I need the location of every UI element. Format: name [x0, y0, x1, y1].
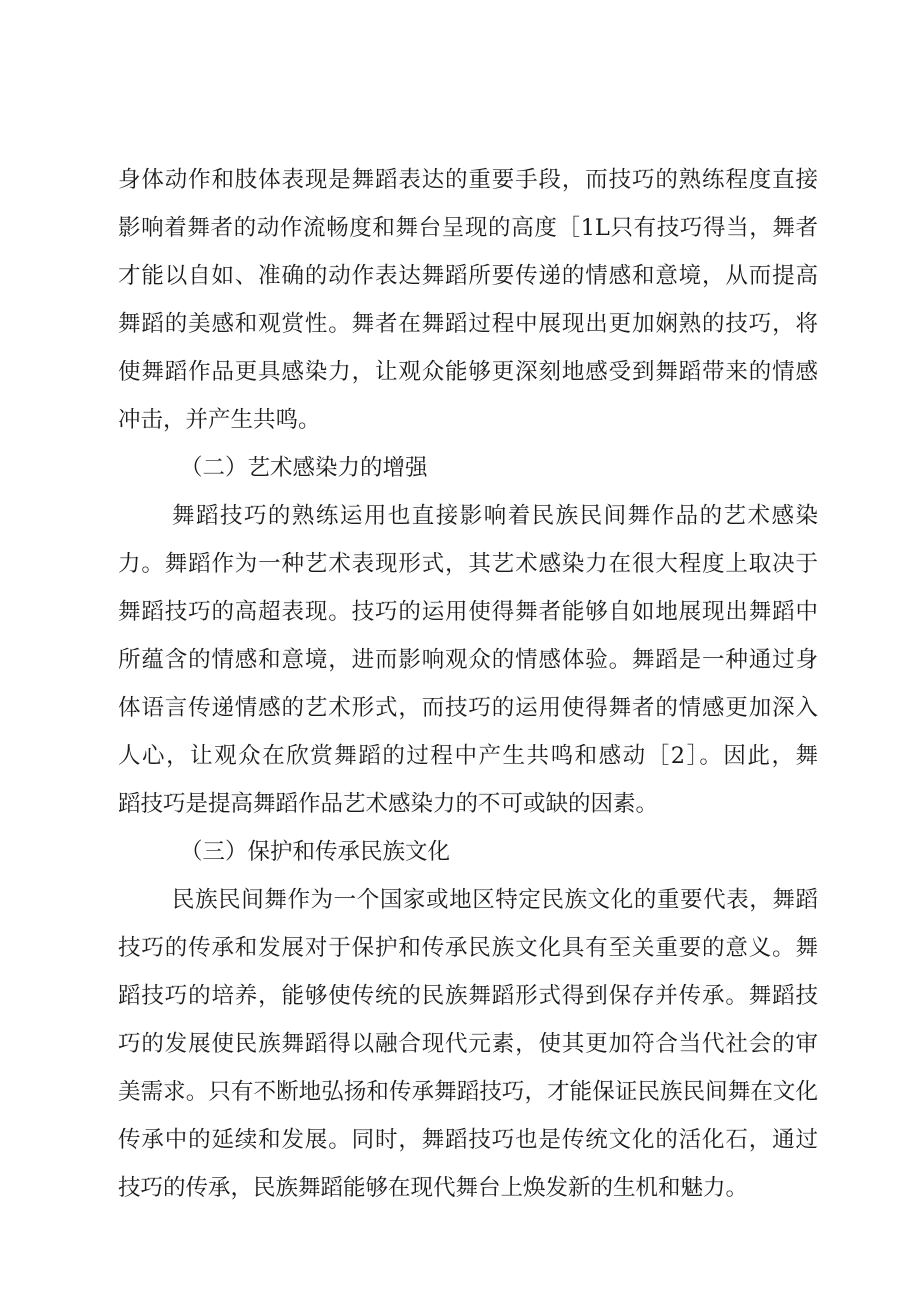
paragraph-line: 舞蹈的美感和观赏性。舞者在舞蹈过程中展现出更加娴熟的技巧，将	[118, 311, 818, 337]
section-heading-3: （三）保护和传承民族文化	[180, 839, 451, 865]
paragraph-line: 传承中的延续和发展。同时，舞蹈技巧也是传统文化的活化石，通过	[118, 1127, 818, 1153]
paragraph-line: 人心，让观众在欣赏舞蹈的过程中产生共鸣和感动［2］。因此，舞	[118, 743, 818, 769]
section-heading-2: （二）艺术感染力的增强	[180, 455, 428, 481]
paragraph-line: 美需求。只有不断地弘扬和传承舞蹈技巧，才能保证民族民间舞在文化	[118, 1079, 818, 1105]
paragraph-line: 蹈技巧是提高舞蹈作品艺术感染力的不可或缺的因素。	[118, 791, 659, 817]
paragraph-line: 冲击，并产生共鸣。	[118, 407, 321, 433]
paragraph-line: 民族民间舞作为一个国家或地区特定民族文化的重要代表，舞蹈	[172, 887, 818, 913]
paragraph-line: 舞蹈技巧的熟练运用也直接影响着民族民间舞作品的艺术感染	[172, 503, 818, 529]
paragraph-line: 才能以自如、准确的动作表达舞蹈所要传递的情感和意境，从而提高	[118, 263, 818, 289]
paragraph-line: 力。舞蹈作为一种艺术表现形式，其艺术感染力在很大程度上取决于	[118, 551, 818, 577]
paragraph-line: 技巧的传承和发展对于保护和传承民族文化具有至关重要的意义。舞	[118, 935, 818, 961]
paragraph-line: 身体动作和肢体表现是舞蹈表达的重要手段，而技巧的熟练程度直接	[118, 167, 818, 193]
paragraph-line: 所蕴含的情感和意境，进而影响观众的情感体验。舞蹈是一种通过身	[118, 647, 818, 673]
paragraph-line: 影响着舞者的动作流畅度和舞台呈现的高度［1L只有技巧得当，舞者	[118, 215, 818, 241]
paragraph-line: 舞蹈技巧的高超表现。技巧的运用使得舞者能够自如地展现出舞蹈中	[118, 599, 818, 625]
paragraph-line: 使舞蹈作品更具感染力，让观众能够更深刻地感受到舞蹈带来的情感	[118, 359, 818, 385]
paragraph-line: 体语言传递情感的艺术形式，而技巧的运用使得舞者的情感更加深入	[118, 695, 818, 721]
paragraph-line: 技巧的传承，民族舞蹈能够在现代舞台上焕发新的生机和魅力。	[118, 1175, 749, 1201]
paragraph-line: 蹈技巧的培养，能够使传统的民族舞蹈形式得到保存并传承。舞蹈技	[118, 983, 818, 1009]
paragraph-line: 巧的发展使民族舞蹈得以融合现代元素，使其更加符合当代社会的审	[118, 1031, 818, 1057]
